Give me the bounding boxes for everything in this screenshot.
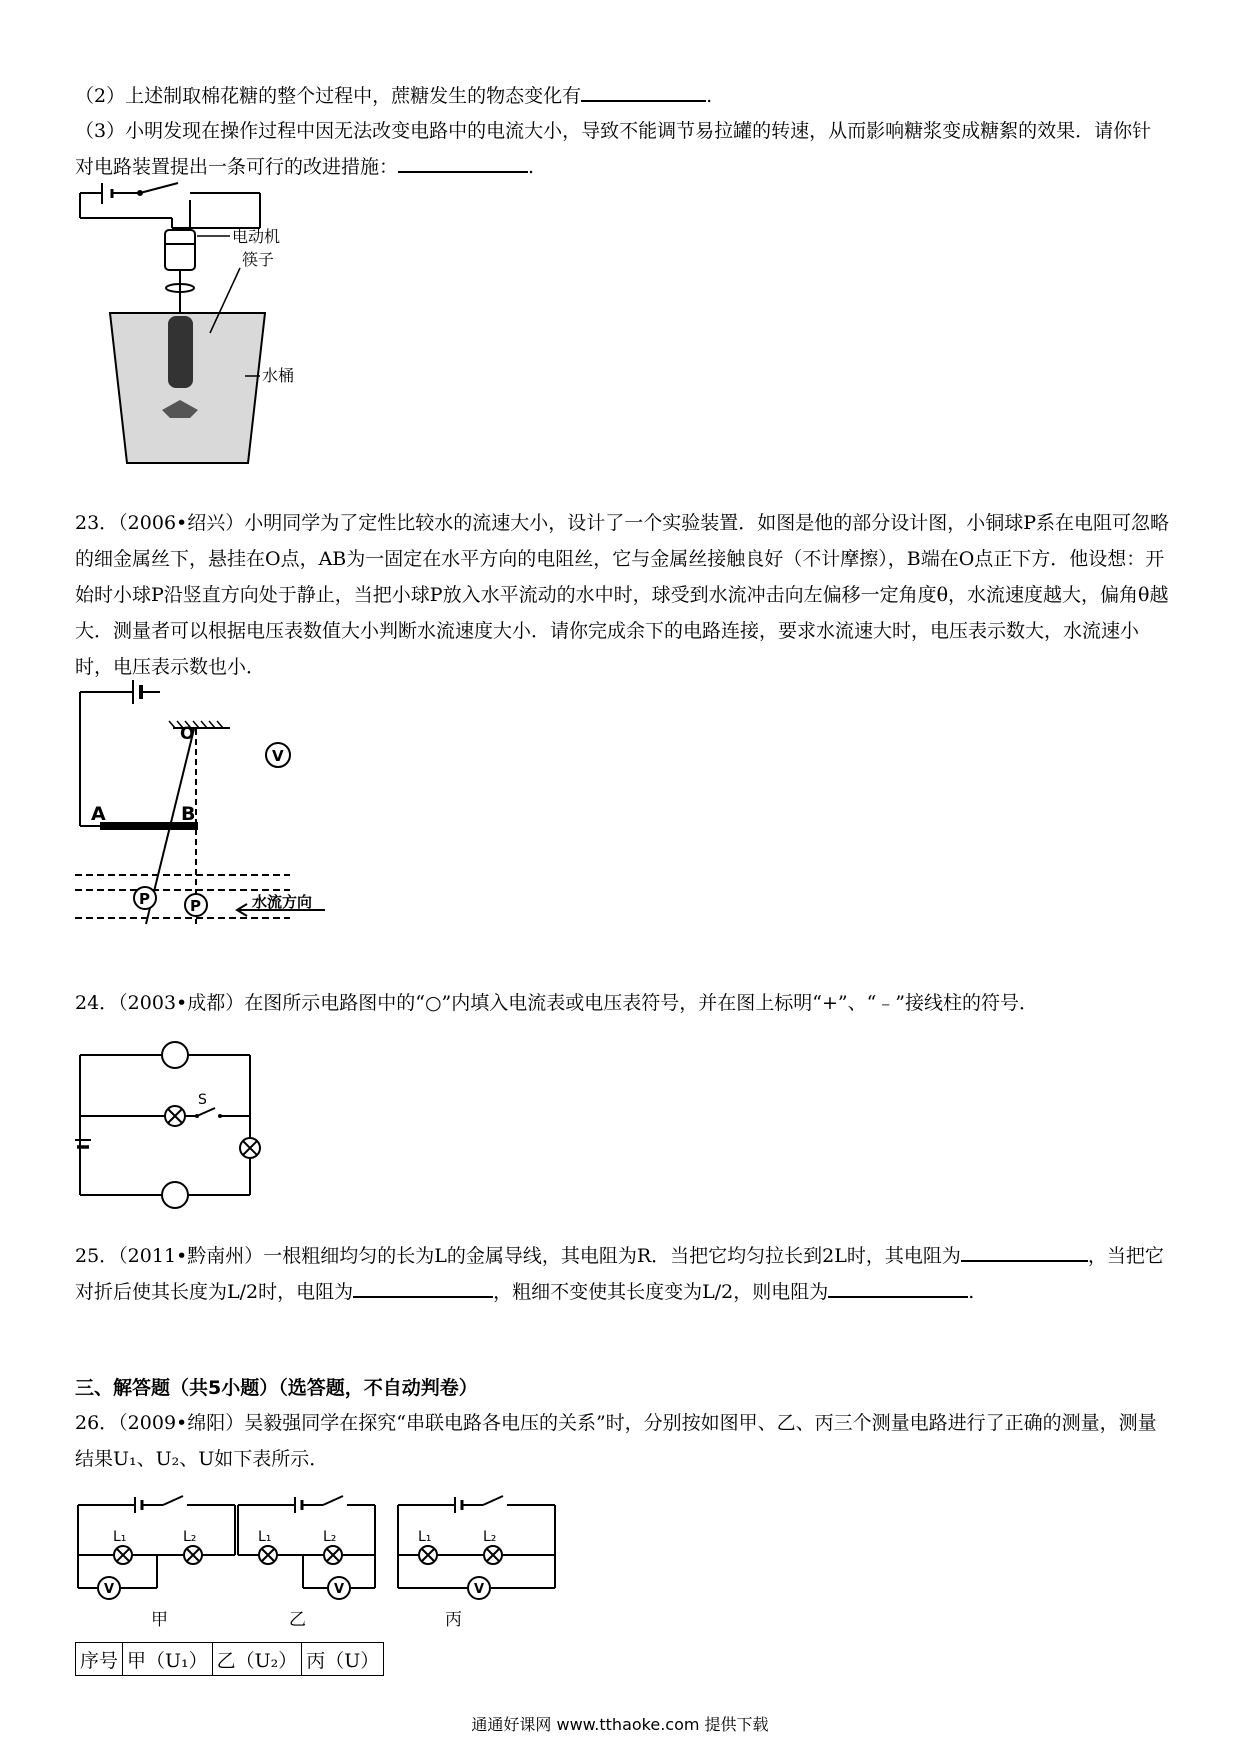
cotton-candy-figure [80,178,400,468]
answer-blank[interactable] [398,151,528,173]
table-header-cell: 甲（U₁） [123,1643,213,1676]
answer-blank[interactable] [973,1240,1088,1262]
motor-label: 电动机 [232,227,281,246]
q24-circuit-figure [75,1040,275,1200]
voltmeter-symbol: V [334,1582,345,1597]
circuit-jia-label: 甲 [151,1610,168,1630]
voltmeter-symbol: V [474,1582,485,1597]
answer-blank[interactable] [853,1276,968,1298]
table-header-cell: 序号 [76,1643,123,1676]
ball-p-vertical: P [190,897,201,915]
bucket-label: 水桶 [262,366,295,385]
q24-text: 24．（2003•成都）在图所示电路图中的“○”内填入电流表或电压表符号，并在图上标明“+”、“﹣”接线柱的符号． [75,992,1039,1014]
circuit-bing-label: 丙 [445,1610,462,1630]
lamp-l1-label: L₁ [113,1529,127,1545]
lamp-l1-label: L₁ [418,1529,432,1545]
lamp-l2-label: L₂ [183,1529,197,1545]
q23-text: 23．（2006•绍兴）小明同学为了定性比较水的流速大小，设计了一个实验装置．如图是他的部分设计图，小铜球P系在电阻可忽略的细金属丝下，悬挂在O点，AB为一固定在水平方向的电阻丝，它与金属丝接触良好（不计摩擦），B端在O点正下方．他设想：开始时小球P沿竖直方向处于静止，当把小球P放入水平流动的水中时，球受到水流冲击向左偏移一定角度θ，水流速度越大，偏角θ越大．测量者可以根据电压表数值大小判断水流速度大小．请你完成余下的电路连接，要求水流速大时，电压表示数大，水流速小时，电压表示数也小． [75,512,1170,678]
point-a: A [91,803,106,825]
point-b: B [181,803,196,825]
q22-part2: （2）上述制取棉花糖的整个过程中，蔗糖发生的物态变化有 . [75,78,1170,114]
point-o: O [180,724,195,744]
lamp-l2-label: L₂ [483,1529,497,1545]
table-header-cell: 乙（U₂） [212,1643,302,1676]
ball-p-deflected: P [139,890,150,908]
q26-circuits-figure [75,1485,635,1635]
section-heading: 三、解答题（共5小题）（选答题，不自动判卷） [75,1377,478,1399]
page-footer: 通通好课网 www.tthaoke.com 提供下载 [471,1715,769,1734]
answer-blank[interactable] [353,1276,493,1298]
table-header-cell: 丙（U） [302,1643,384,1676]
results-table [75,1642,384,1676]
table-row [76,1643,384,1676]
q25-text: 25．（2011•黔南州）一根粗细均匀的长为L的金属导线，其电阻为R．当把它均匀拉长到2L时，其电阻为 ，当把它对折后使其长度为L/2时，电阻为 ，粗细不变使其长度变为L/2，则电阻为 . [75,1238,1170,1310]
voltmeter-symbol: V [104,1582,115,1597]
circuit-yi-label: 乙 [289,1610,306,1630]
answer-blank[interactable] [828,1276,853,1298]
chopsticks-label: 筷子 [242,250,275,269]
answer-blank[interactable] [961,1240,973,1262]
lamp-l1-label: L₁ [258,1529,272,1545]
water-flow-figure [75,672,355,942]
q22-part3: （3）小明发现在操作过程中因无法改变电路中的电流大小，导致不能调节易拉罐的转速，从而影响糖浆变成糖絮的效果．请你针对电路装置提出一条可行的改进措施： . [75,120,1152,178]
switch-label: S [198,1092,207,1108]
water-flow-label: 水流方向 [252,893,313,911]
q26-text: 26．（2009•绵阳）吴毅强同学在探究“串联电路各电压的关系”时，分别按如图甲、乙、丙三个测量电路进行了正确的测量，测量结果U₁、U₂、U如下表所示． [75,1412,1157,1470]
voltmeter-symbol: V [272,747,284,765]
lamp-l2-label: L₂ [323,1529,337,1545]
answer-blank[interactable] [581,80,706,102]
